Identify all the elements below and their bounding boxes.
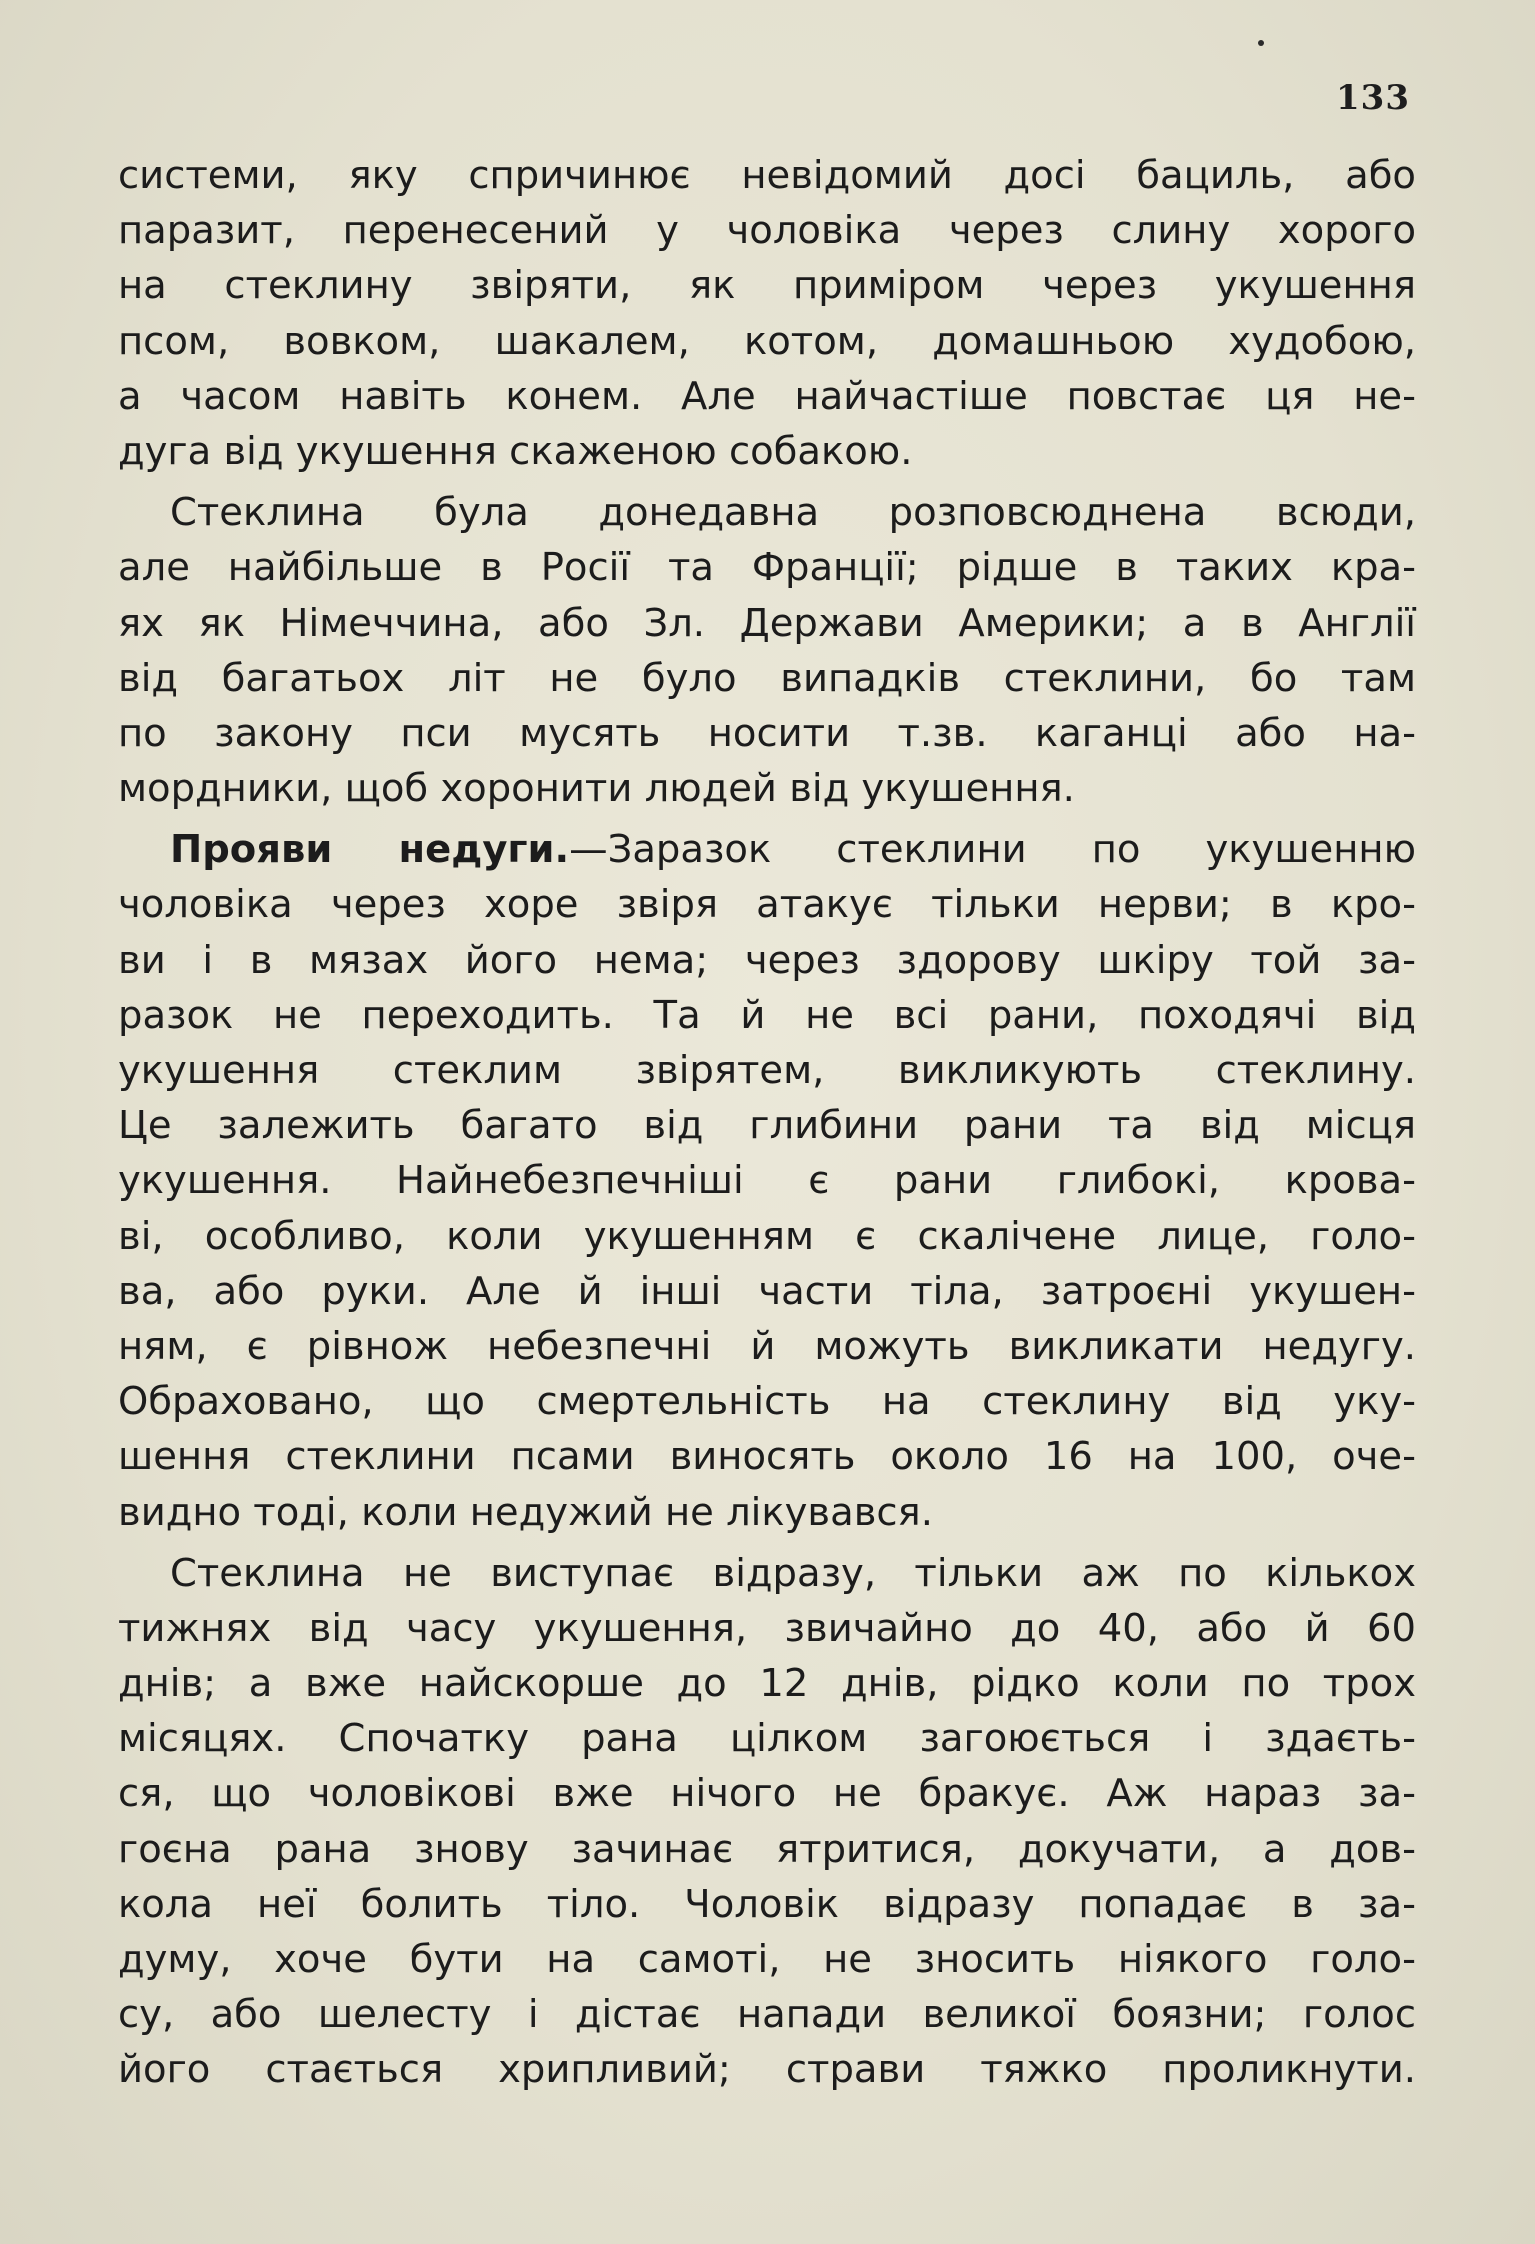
paragraph-4 — [118, 1546, 1416, 2098]
paragraph-3 — [118, 822, 1416, 1539]
text-line: Стеклина не виступає відразу, тільки аж по кількох — [170, 1550, 1416, 1596]
text-line: а часом навіть конем. Але найчастіше повстає ця не- — [118, 373, 1416, 419]
heading-line-rest: —Заразок стеклини по укушенню — [569, 827, 1416, 873]
text-line: гоєна рана знову зачинає ятритися, докучати, а дов- — [118, 1826, 1416, 1872]
text-line: думу, хоче бути на самоті, не зносить ніякого голо- — [118, 1937, 1416, 1982]
text-line: ням, є рівнож небезпечні й можуть викликати недугу. — [118, 1323, 1416, 1369]
text-line: днів; а вже найскорше до 12 днів, рідко коли по трох — [118, 1661, 1416, 1707]
section-heading: Прояви недуги. — [170, 827, 570, 873]
text-line: на стеклину звіряти, як приміром через укушення — [118, 263, 1416, 309]
text-line: кола неї болить тіло. Чоловік відразу попадає в за- — [118, 1881, 1416, 1927]
text-line: паразит, перенесений у чоловіка через слину хорого — [118, 208, 1416, 254]
text-line: су, або шелесту і дістає напади великої боязни; голос — [118, 1992, 1416, 2038]
paragraph-1 — [118, 148, 1416, 479]
paragraph-2 — [118, 485, 1416, 816]
text-line: від багатьох літ не було випадків стеклини, бо там — [118, 655, 1416, 701]
text-line: по закону пси мусять носити т.зв. каганці або на- — [118, 710, 1416, 756]
text-line: Стеклина була донедавна розповсюднена всюди, — [170, 490, 1416, 536]
text-line: псом, вовком, шакалем, котом, домашньою худобою, — [118, 318, 1416, 364]
text-line: ся, що чоловікові вже нічого не бракує. Аж нараз за- — [118, 1771, 1416, 1817]
text-line: укушення. Найнебезпечніші є рани глибокі, крова- — [118, 1158, 1416, 1204]
text-line: ви і в мязах його нема; через здорову шкіру той за- — [118, 937, 1416, 983]
text-line: місяцях. Спочатку рана цілком загоюється і здаєть- — [118, 1716, 1416, 1762]
text-line: тижнях від часу укушення, звичайно до 40, або й 60 — [118, 1605, 1416, 1651]
text-body — [118, 148, 1416, 2098]
text-line: ві, особливо, коли укушенням є скалічене лице, голо- — [118, 1213, 1416, 1259]
text-line: його стається хрипливий; страви тяжко проликнути. — [118, 2047, 1416, 2093]
text-line: системи, яку спричинює невідомий досі бациль, або — [118, 153, 1416, 198]
text-line: видно тоді, коли недужий не лікувався. — [118, 1489, 933, 1535]
text-line: шення стеклини псами виносять около 16 на 100, оче- — [118, 1434, 1416, 1480]
text-line: чоловіка через хоре звіря атакує тільки нерви; в кро- — [118, 882, 1416, 928]
text-line: укушення стеклим звірятем, викликують стеклину. — [118, 1048, 1416, 1093]
text-line: мордники, щоб хоронити людей від укушення. — [118, 766, 1075, 812]
text-line: ва, або руки. Але й інші части тіла, затроєні укушен- — [118, 1268, 1416, 1314]
text-line: Обраховано, що смертельність на стеклину від уку- — [118, 1379, 1416, 1425]
text-line: ях як Німеччина, або Зл. Держави Америки; а в Англії — [118, 600, 1416, 646]
page-number: 133 — [1336, 78, 1410, 118]
text-line: разок не переходить. Та й не всі рани, походячі від — [118, 992, 1416, 1038]
text-line — [118, 822, 1416, 877]
text-line: але найбільше в Росії та Франції; рідше в таких кра- — [118, 545, 1416, 591]
text-line: Це залежить багато від глибини рани та від місця — [118, 1103, 1416, 1149]
text-line: дуга від укушення скаженою собакою. — [118, 428, 913, 474]
ink-speck — [1258, 40, 1264, 46]
